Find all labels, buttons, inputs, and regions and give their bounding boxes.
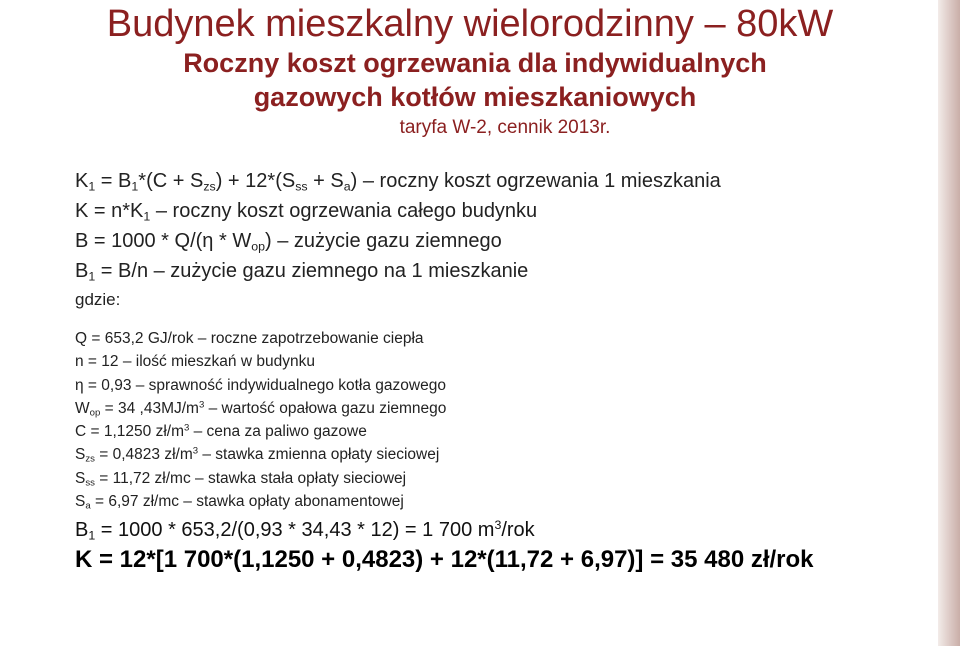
formula-b: $B = 1000 * Q/(\eta * W_{op})$ – zużycie gazu ziemnego	[75, 230, 502, 254]
formula-k1: $K_1 = B_1*(C + S_{zs}) + 12*(S_{ss} + S_a)$ – roczny koszt ogrzewania 1 mieszkania	[75, 170, 721, 194]
formula-list	[75, 166, 721, 286]
parameter-list	[75, 327, 446, 513]
param-c: C = 1,1250 $zł/m^3$ – cena za paliwo gazowe	[75, 422, 367, 441]
param-sss: $S_{ss} = 11,72$ zł/mc – stawka stała opłaty sieciowej	[75, 469, 407, 489]
param-sa: $S_a = 6,97$ zł/mc – stawka opłaty abonamentowej	[75, 493, 404, 512]
formula-k: $K = n*K_1$ – roczny koszt ogrzewania całego budynku	[75, 200, 538, 224]
decorative-side-bar	[938, 0, 960, 646]
where-label: gdzie:	[75, 290, 121, 309]
param-n: n = 12 – ilość mieszkań w budynku	[75, 353, 315, 371]
page-title: Budynek mieszkalny wielorodzinny – 80kW	[106, 3, 834, 45]
formula-b1: $B_1 = B/n$ – zużycie gazu ziemnego na 1 mieszkanie	[75, 260, 529, 284]
param-szs: $S_{zs} = 0,4823$ $zł/m^3$ – stawka zmienna opłaty sieciowej	[75, 446, 440, 466]
param-wop: $W_{op} = 34$ $,43MJ/m^3$ – wartość opałowa gazu ziemnego	[75, 399, 447, 419]
param-q: Q = 653,2 GJ/rok – roczne zapotrzebowanie ciepła	[75, 330, 424, 347]
calculation-k-result: K = 12*[1 700*(1,1250 + 0,4823) + 12*(11,72 + 6,97)] = 35 480 zł/rok	[75, 546, 814, 573]
calculation-b1: $B_1 = 1000 * 653,2/(0,93 * 34,43 * 12) = 1$ 700 $m^3$/rok	[75, 518, 535, 543]
page-subtitle: Roczny koszt ogrzewania dla indywidualnych gazowych kotłów mieszkaniowych	[183, 48, 767, 112]
tariff-note: taryfa W-2, cennik 2013r.	[399, 117, 611, 138]
param-eta: η = 0,93 – sprawność indywidualnego kotła gazowego	[75, 376, 446, 394]
